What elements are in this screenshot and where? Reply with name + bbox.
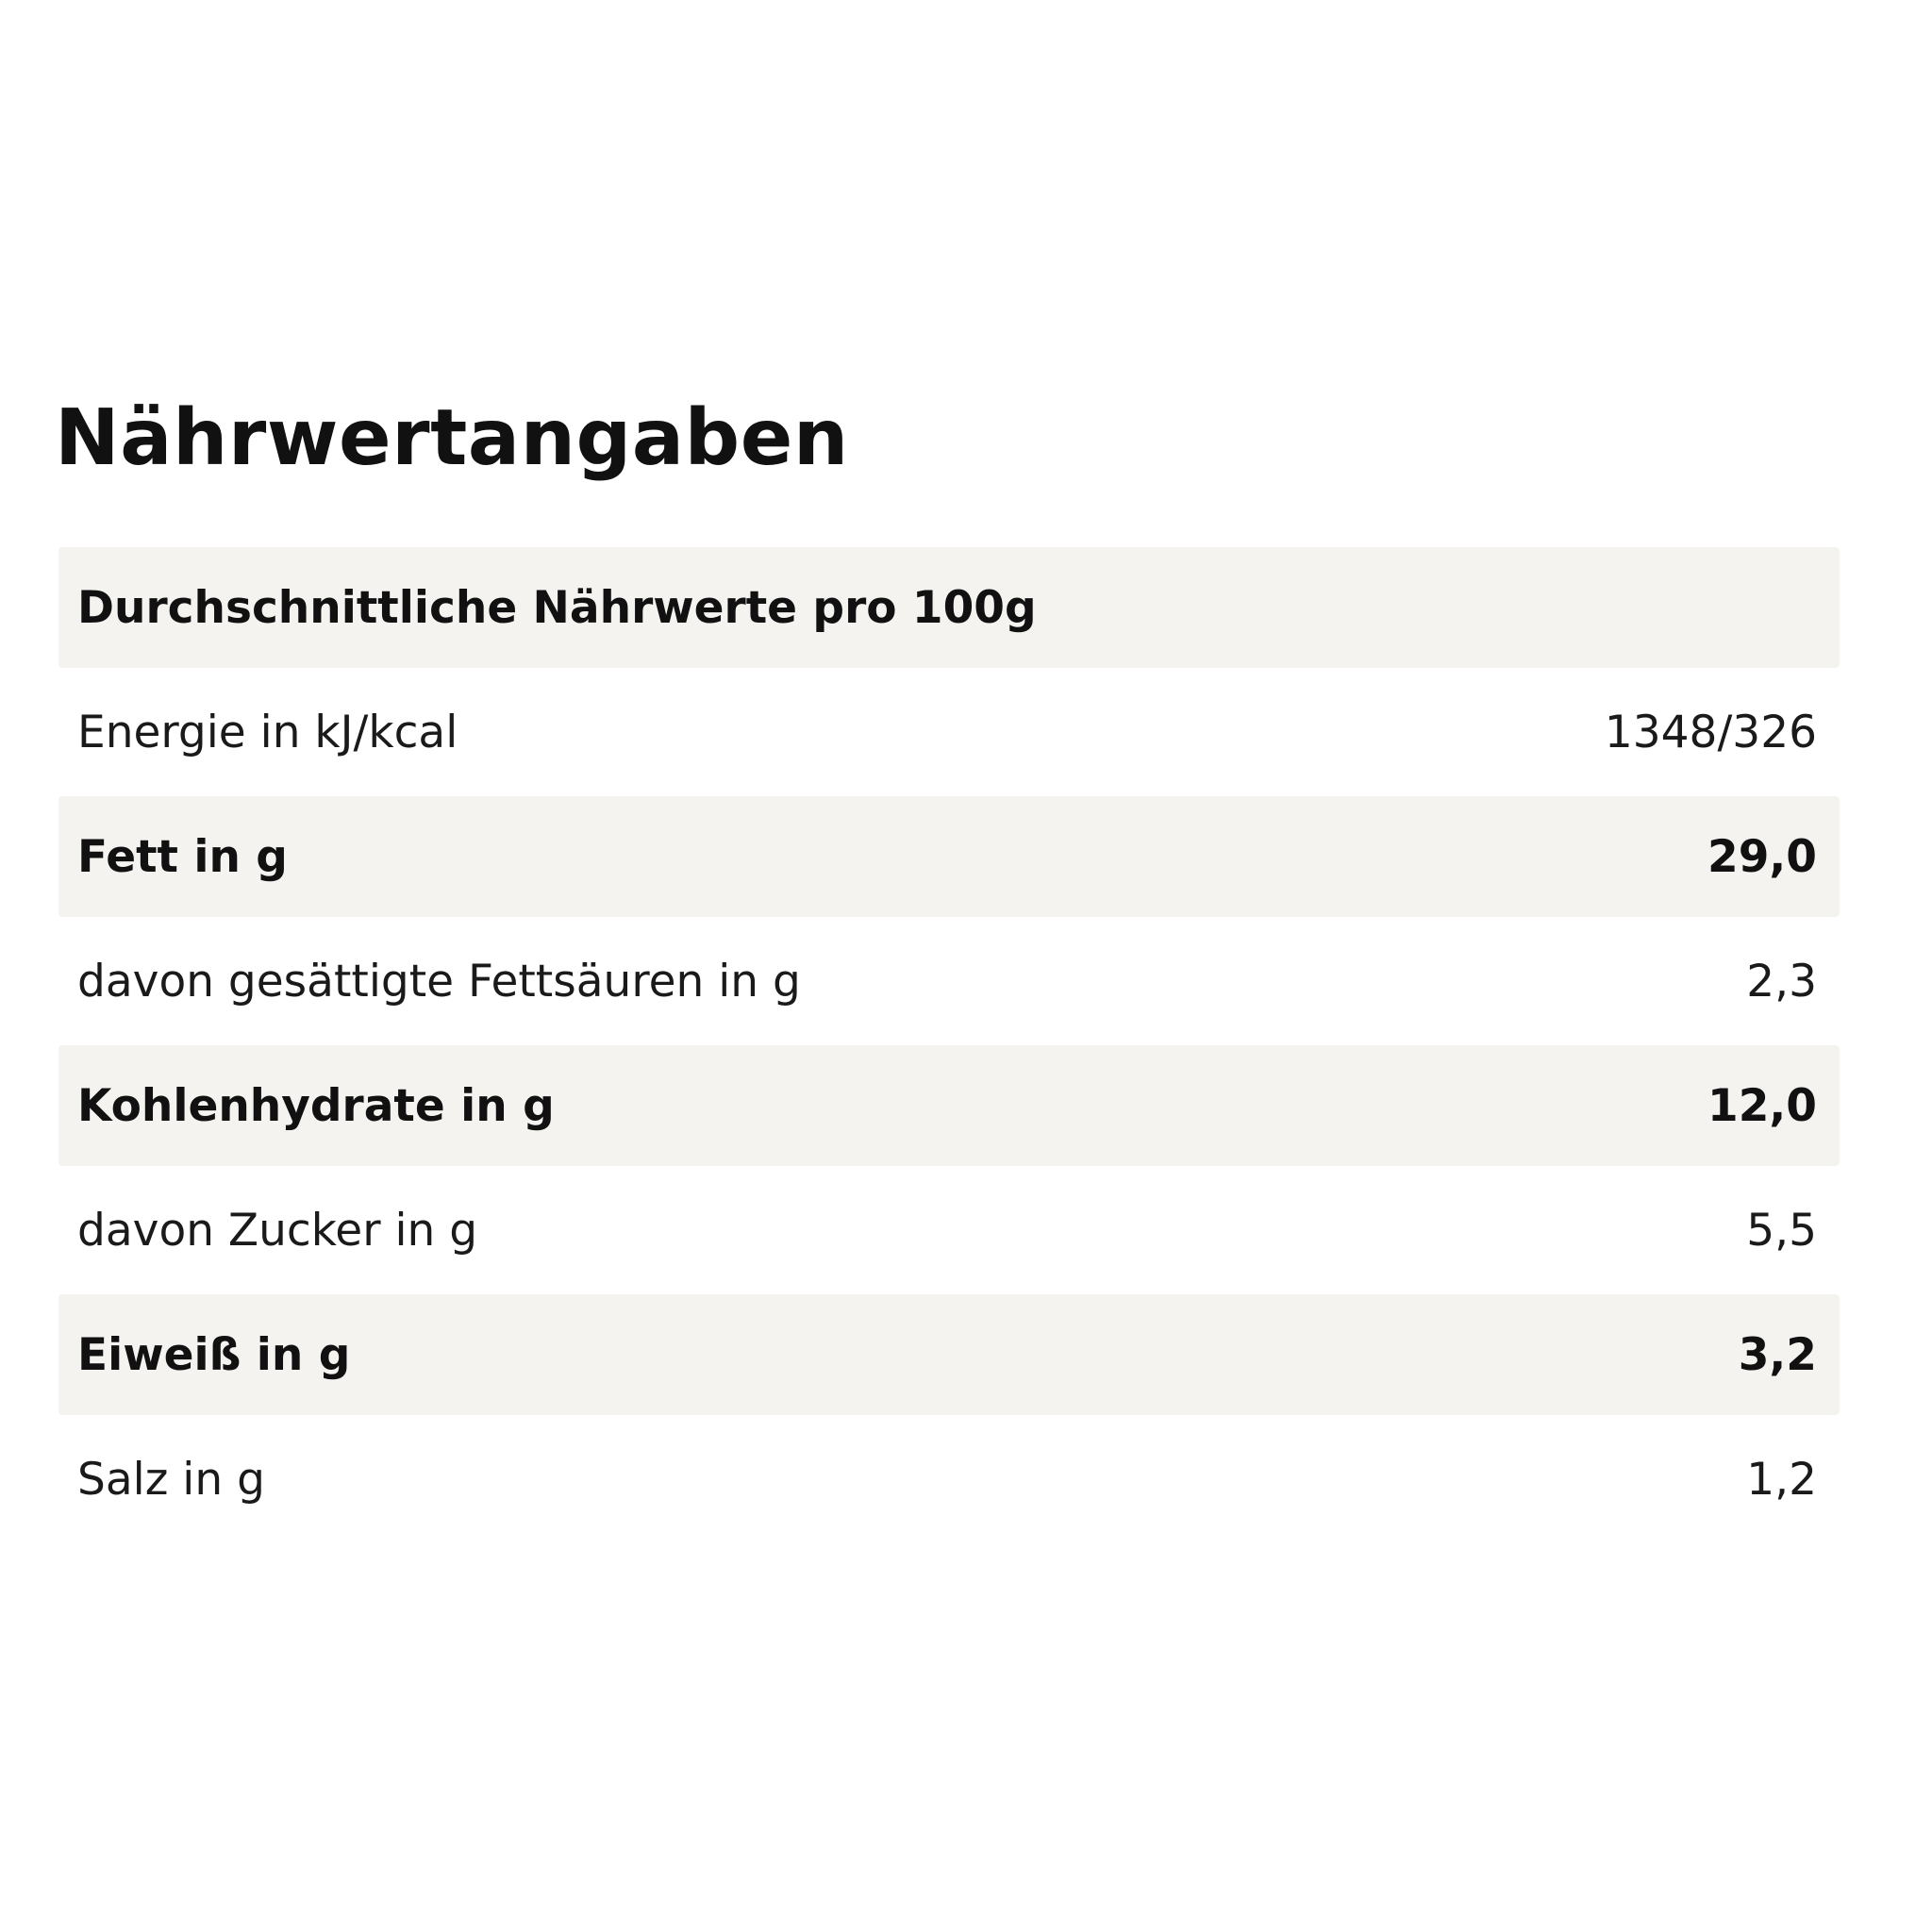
row-label: Eiweiß in g — [77, 1328, 351, 1381]
row-value: 2,3 — [1746, 955, 1817, 1008]
table-header-label: Durchschnittliche Nährwerte pro 100g — [77, 581, 1037, 634]
row-value: 29,0 — [1707, 830, 1817, 883]
table-row-sugar — [58, 1170, 1840, 1291]
table-row-salt — [58, 1419, 1840, 1540]
row-label: Fett in g — [77, 830, 288, 883]
row-label: davon gesättigte Fettsäuren in g — [77, 955, 801, 1008]
row-value: 3,2 — [1738, 1328, 1817, 1381]
table-row-energy — [58, 672, 1840, 792]
row-label: Kohlenhydrate in g — [77, 1079, 555, 1132]
table-row-carbohydrates — [58, 1045, 1840, 1166]
row-value: 1,2 — [1746, 1453, 1817, 1506]
row-label: davon Zucker in g — [77, 1204, 478, 1257]
page-title: Nährwertangaben — [55, 393, 849, 483]
table-row-fat — [58, 796, 1840, 917]
row-value: 1348/326 — [1604, 706, 1817, 758]
row-label: Salz in g — [77, 1453, 265, 1506]
table-row-protein — [58, 1294, 1840, 1415]
table-header — [58, 547, 1840, 668]
row-label: Energie in kJ/kcal — [77, 706, 458, 758]
row-value: 12,0 — [1707, 1079, 1817, 1132]
table-row-saturated-fat — [58, 921, 1840, 1041]
nutrition-table — [58, 547, 1840, 1543]
row-value: 5,5 — [1746, 1204, 1817, 1257]
